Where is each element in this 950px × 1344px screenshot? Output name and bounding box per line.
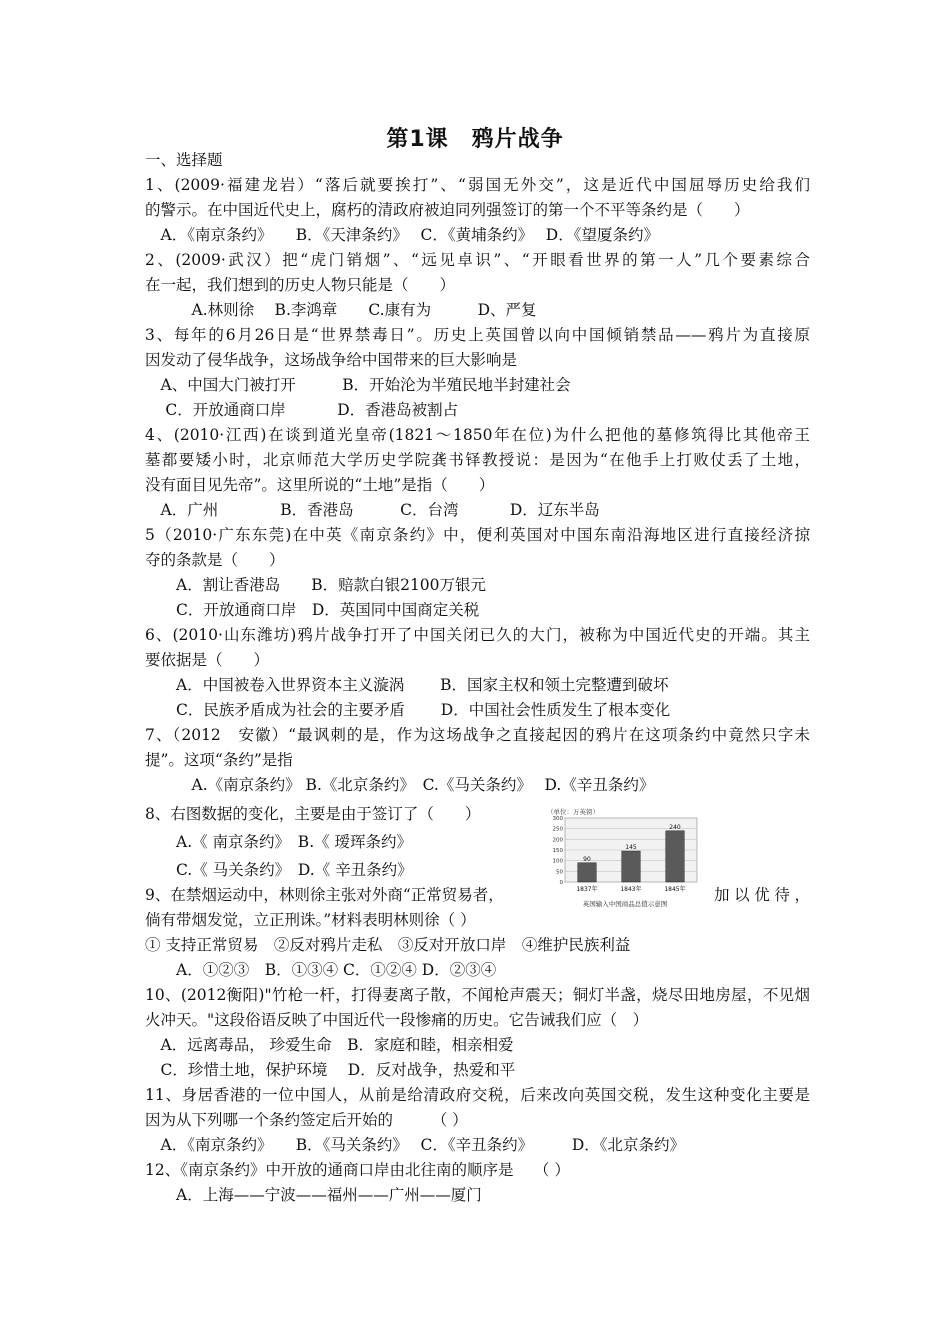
question-5-options-1: A．割让香港岛 B．赔款白银2100万银元 bbox=[145, 576, 487, 594]
trade-bar-chart bbox=[545, 806, 705, 912]
chart-y-tick-label: 250 bbox=[552, 826, 563, 833]
question-5-text: 5（2010·广东东莞)在中英《南京条约》中，便利英国对中国东南沿海地区进行直接经济掠 bbox=[145, 526, 810, 544]
question-6-text: 6、(2010·山东潍坊)鸦片战争打开了中国关闭已久的大门，被称为中国近代史的开端。其主 bbox=[145, 626, 810, 644]
question-2-text-2: 在一起，我们想到的历史人物只能是（ ） bbox=[145, 276, 456, 294]
chart-y-tick-label: 300 bbox=[552, 816, 563, 822]
chart-bar bbox=[578, 863, 596, 882]
question-8-text: 8、右图数据的变化，主要是由于签订了（ ） bbox=[145, 805, 481, 823]
question-5-options-2: C．开放通商口岸 D．英国同中国商定关税 bbox=[145, 601, 480, 619]
question-7-text: 7、（2012 安徽）“最讽刺的是，作为这场战争之直接起因的鸦片在这项条约中竟然只字未 bbox=[145, 726, 810, 744]
chart-bar bbox=[622, 851, 640, 882]
question-8-options-1: A.《 南京条约》 B.《 瑷珲条约》 bbox=[145, 833, 413, 851]
question-11-options: A．《南京条约》 B．《马关条约》 C．《辛丑条约》 D．《北京条约》 bbox=[145, 1136, 686, 1154]
question-6-text-2: 要依据是（ ） bbox=[145, 651, 270, 669]
chart-y-tick-label: 50 bbox=[556, 869, 563, 876]
question-5-text-2: 夺的条款是（ ） bbox=[145, 551, 285, 569]
chart-y-tick-label: 150 bbox=[552, 848, 563, 854]
question-9-text: 9、在禁烟运动中，林则徐主张对外商“正常贸易者， bbox=[145, 886, 504, 904]
question-10-text: 10、(2012衡阳)"竹枪一杆，打得妻离子散，不闻枪声震天；铜灯半盏，烧尽田地房屋，不见烟 bbox=[145, 986, 810, 1004]
question-11-text: 11、身居香港的一位中国人，从前是给清政府交税，后来改向英国交税，发生这种变化主要是 bbox=[145, 1086, 810, 1104]
chart-unit-label: （单位：万英镑） bbox=[547, 808, 599, 816]
question-9-text-2: 倘有带烟发觉，立正刑诛。”材料表明林则徐（ ） bbox=[145, 911, 476, 929]
question-6-options-1: A．中国被卷入世界资本主义漩涡 B．国家主权和领土完整遭到破坏 bbox=[145, 676, 669, 694]
question-3-options-1: A、中国大门被打开 B．开始沦为半殖民地半封建社会 bbox=[145, 376, 571, 394]
chart-y-tick-label: 100 bbox=[552, 858, 563, 865]
question-2-options: A.林则徐 B.李鸿章 C.康有为 D、严复 bbox=[145, 301, 537, 319]
question-12-options: A．上海——宁波——福州——广州——厦门 bbox=[145, 1186, 482, 1204]
chart-x-tick-label: 1837年 bbox=[576, 886, 598, 893]
question-3-text-2: 因发动了侵华战争，这场战争给中国带来的巨大影响是 bbox=[145, 351, 518, 369]
question-6-options-2: C．民族矛盾成为社会的主要矛盾 D．中国社会性质发生了根本变化 bbox=[145, 701, 671, 719]
question-4-text: 4、(2010·江西)在谈到道光皇帝(1821～1850年在位)为什么把他的墓修筑得比其他帝王 bbox=[145, 426, 810, 444]
question-12-text: 12、《南京条约》中开放的通商口岸由北往南的顺序是 （ ） bbox=[145, 1161, 570, 1179]
chart-caption: 英国输入中国商品总值示意图 bbox=[582, 900, 668, 908]
question-9-statements: ① 支持正常贸易 ②反对鸦片走私 ③反对开放口岸 ④维护民族利益 bbox=[145, 936, 631, 954]
chart-svg bbox=[545, 806, 705, 912]
chart-x-tick-label: 1843年 bbox=[620, 886, 642, 893]
question-4-text-2: 墓都要矮小时，北京师范大学历史学院龚书铎教授说：是因为“在他手上打败仗丢了土地， bbox=[145, 451, 810, 469]
chart-x-tick-label: 1845年 bbox=[664, 886, 686, 893]
question-1-options: A．《南京条约》 B．《天津条约》 C．《黄埔条约》 D．《望厦条约》 bbox=[145, 226, 659, 244]
lesson-title: 第1课 鸦片战争 bbox=[386, 127, 564, 152]
question-9-text-tail: 加以优待， bbox=[714, 886, 810, 904]
question-8-options-2: C.《 马关条约》 D.《 辛丑条约》 bbox=[145, 861, 413, 879]
chart-value-label: 90 bbox=[583, 855, 591, 863]
question-4-options: A．广州 B．香港岛 C．台湾 D．辽东半岛 bbox=[145, 501, 600, 519]
question-10-options-2: C．珍惜土地，保护环境 D．反对战争，热爱和平 bbox=[145, 1061, 516, 1079]
question-7-text-2: 提”。这项“条约”是指 bbox=[145, 751, 293, 769]
question-1-text: 1、(2009·福建龙岩）“落后就要挨打”、“弱国无外交”，这是近代中国屈辱历史给我们 bbox=[145, 176, 810, 194]
question-9-options: A．①②③ B．①③④ C．①②④ D．②③④ bbox=[145, 961, 497, 979]
chart-bar bbox=[666, 831, 684, 882]
section-heading: 一、选择题 bbox=[145, 151, 223, 169]
question-2-text: 2、(2009·武汉）把“虎门销烟”、“远见卓识”、“开眼看世界的第一人”几个要素综合 bbox=[145, 251, 810, 269]
chart-value-label: 145 bbox=[625, 844, 637, 852]
chart-value-label: 240 bbox=[669, 823, 681, 831]
question-7-options: A.《南京条约》 B.《北京条约》 C.《马关条约》 D.《辛丑条约》 bbox=[145, 776, 655, 794]
question-3-text: 3、每年的6月26日是“世界禁毒日”。历史上英国曾以向中国倾销禁品——鸦片为直接原 bbox=[145, 326, 810, 344]
question-3-options-2: C．开放通商口岸 D．香港岛被割占 bbox=[145, 401, 459, 419]
question-4-text-3: 没有面目见先帝”。这里所说的“土地”是指（ ） bbox=[145, 476, 495, 494]
chart-y-tick-label: 200 bbox=[552, 837, 563, 844]
question-10-options-1: A．远离毒品， 珍爱生命 B．家庭和睦，相亲相爱 bbox=[145, 1036, 514, 1054]
chart-y-tick-label: 0 bbox=[559, 880, 563, 886]
question-10-text-2: 火冲天。"这段俗语反映了中国近代一段惨痛的历史。它告诫我们应（ ） bbox=[145, 1011, 649, 1029]
question-11-text-2: 因为从下列哪一个条约签定后开始的 （ ） bbox=[145, 1111, 468, 1129]
question-1-text-2: 的警示。在中国近代史上，腐朽的清政府被迫同列强签订的第一个不平等条约是（ ） bbox=[145, 201, 750, 219]
